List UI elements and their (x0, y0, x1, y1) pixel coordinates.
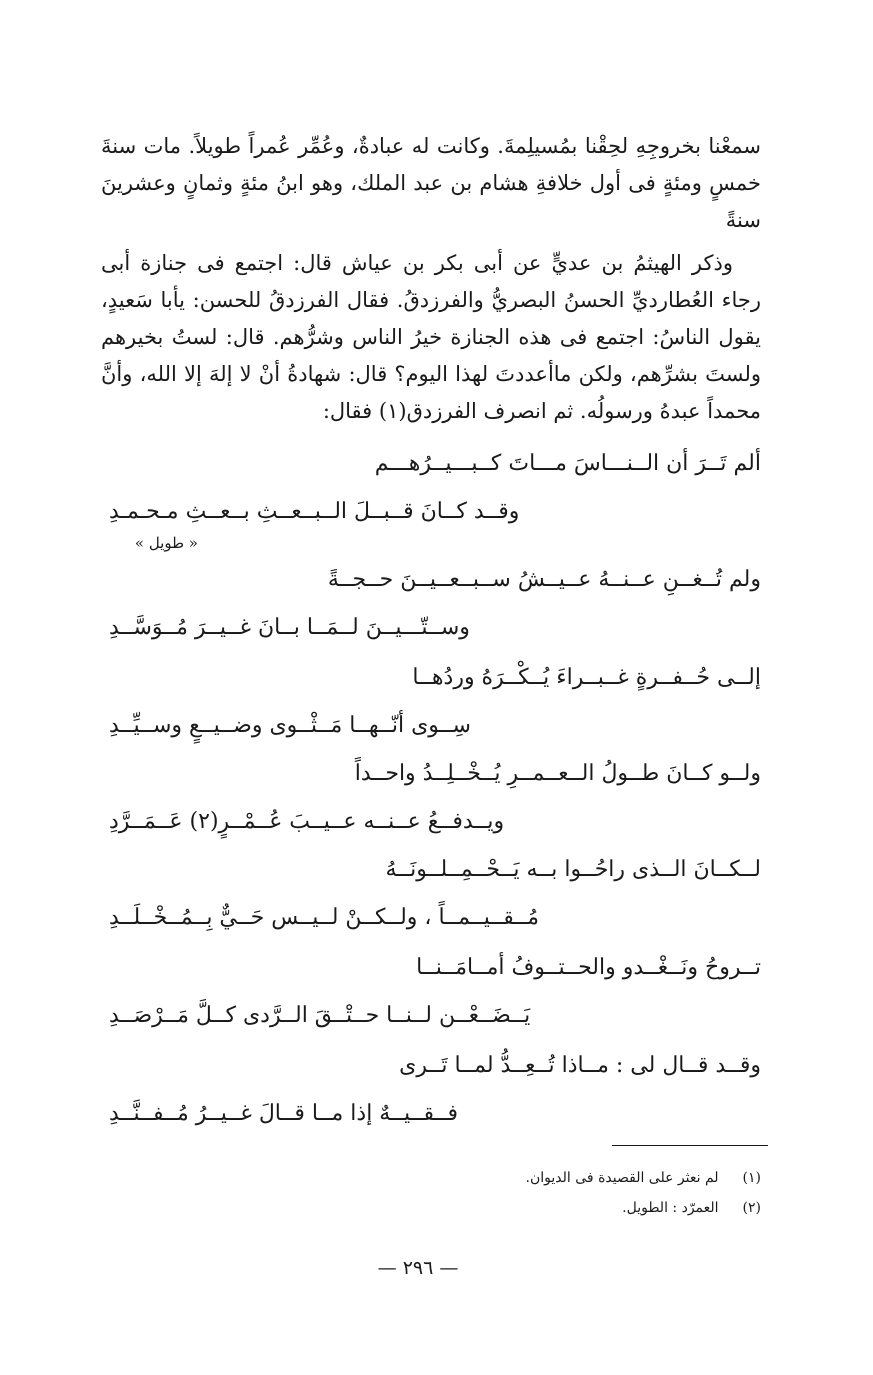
verse-2-second-hemistich: وســتّـــيــنَ لــمَــا بــانَ غــيــرَ مُــوَسَّــدِ (109, 615, 470, 640)
footnote-1-text: لم نعثر على القصيدة فى الديوان. (525, 1170, 719, 1186)
verse-1 (101, 440, 761, 536)
meter-label: « طويل » (134, 534, 198, 552)
verse-6 (101, 944, 761, 1040)
paragraph-2: وذكر الهيثمُ بن عديٍّ عن أبى بكر بن عياش قال: اجتمع فى جنازة أبى رجاء العُطارديِّ الحسنُ البصريُّ والفرزدقُ. فقال الفرزدقُ للحسن: يأبا سَعيدٍ، يقول الناسُ: اجتمع فى هذه الجنازة خيرُ الناس وشرُّهم. قال: لستُ بخيرهم ولستَ بشرِّهم، ولكن ماأعددتَ لهذا اليوم؟ قال: شهادةُ أنْ لا إلهَ إلا الله، وأنَّ محمداً عبدهُ ورسولُه. ثم انصرف الفرزدق(١) فقال: (101, 251, 761, 423)
verse-3-second-hemistich: سِــوى أنّــهــا مَــثْــوى وضــيــعٍ وســيِّــدِ (109, 713, 471, 738)
verse-4 (101, 750, 761, 846)
verse-1-first-hemistich: ألم تَــرَ أن الــنـــاسَ مـــاتَ كــبـــيــرُهـــم (374, 451, 761, 476)
footnote-2-number: (٢) (742, 1200, 761, 1216)
footnote-divider (612, 1145, 768, 1146)
prose-body (101, 128, 761, 436)
verse-1-second-hemistich: وقــد كــانَ قــبــلَ الــبــعــثِ بــعــثِ مـحـمـدِ (109, 499, 520, 524)
verse-7-first-hemistich: وقــد قــال لى : مــاذا تُــعِــدُّ لمــا تَــرى (399, 1053, 761, 1078)
paragraph-1: سمعْنا بخروجِهِ لحِقْنا بمُسيلِمةَ. وكانت له عبادةٌ، وعُمِّر عُمراً طويلاً. مات سنةَ خمسٍ ومئةٍ فى أول خلافةِ هشام بن عبد الملك، وهو ابنُ مئةٍ وثمانٍ وعشرينَ سنةً (101, 134, 761, 232)
footnote-1-number: (١) (742, 1170, 761, 1186)
footnote-1 (261, 1163, 761, 1193)
verse-5 (101, 846, 761, 942)
verse-5-first-hemistich: لــكــانَ الــذى راحُــوا بــه يَــحْــمِــلــونَــهُ (385, 857, 761, 882)
verse-7 (101, 1042, 761, 1138)
verse-6-second-hemistich: يَــضَــعْــن لــنــا حــتْــقَ الــرَّدى كــلَّ مَــرْصَــدِ (109, 1003, 531, 1028)
verse-4-first-hemistich: ولــو كــانَ طــولُ الــعــمــرِ يُــخْــلِــدُ واحــداً (354, 761, 761, 786)
verse-2 (101, 556, 761, 652)
verse-7-second-hemistich: فــقــيــهٌ إذا مــا قــالَ غــيــرُ مُــفــنَّــدِ (109, 1101, 459, 1126)
footnote-2-text: العمرّد : الطويل. (622, 1200, 719, 1216)
verse-4-second-hemistich: ويــدفــعُ عــنــه عــيــبَ عُــمْــرٍ(٢) عَــمَــرَّدِ (109, 809, 505, 834)
verse-6-first-hemistich: تــروحُ ونَــغْــدو والحــتــوفُ أمــامَــنــا (416, 955, 761, 980)
verse-3-first-hemistich: إلــى حُــفــرةٍ غــبــراءَ يُــكْــرَهُ وردُهــا (412, 665, 761, 690)
footnotes (261, 1163, 761, 1223)
verse-5-second-hemistich: مُــقــيــمــاً ، ولــكــنْ لــيــس حَــيٌّ بِــمُــخْــلَــدِ (109, 905, 540, 930)
page-number: — ٢٩٦ — (377, 1257, 459, 1279)
verse-3 (101, 654, 761, 750)
footnote-2 (261, 1193, 761, 1223)
verse-2-first-hemistich: ولم تُــغــنِ عــنــهُ عــيــشُ ســبــعــيــنَ حــجــةً (327, 567, 761, 592)
